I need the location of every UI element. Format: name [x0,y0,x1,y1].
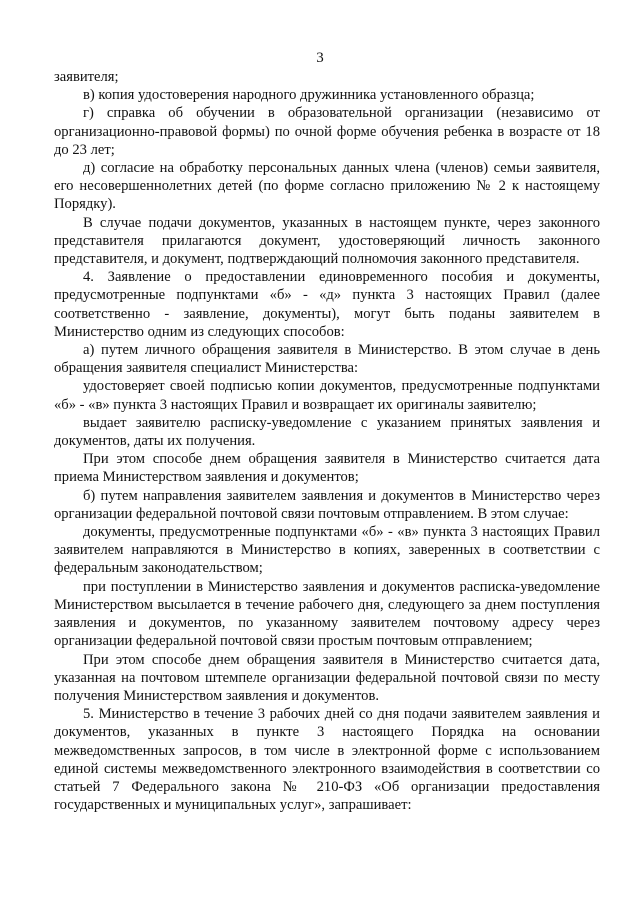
paragraph-method-a: а) путем личного обращения заявителя в Министерство. В этом случае в день обращения заявителя специалист Министерства: [54,342,600,377]
paragraph-receipt-by-mail: при поступлении в Министерство заявления и документов расписка-уведомление Министерством высылается в течение рабочего дня, следующего за днем поступления заявления и документов, по указанному заявителем почтовому адресу через организации федеральной почтовой связи простым почтовым отправлением; [54,578,600,650]
page-number: 3 [316,50,324,66]
paragraph-legal-representative: В случае подачи документов, указанных в настоящем пункте, через законного представителя прилагаются документ, удостоверяющий личность законного представителя, и документ, подтверждающий полномочия законного представителя. [54,214,600,268]
paragraph-clause-5: 5. Министерство в течение 3 рабочих дней со дня подачи заявителем заявления и документов, указанных в пункте 3 настоящего Порядка на основании межведомственных запросов, в том числе в электронной форме с использованием единой системы межведомственного электронного взаимодействия в соответствии со статьей 7 Федерального закона № 210-ФЗ «Об организации предоставления государственных и муниципальных услуг», запрашивает: [54,706,600,814]
paragraph-clause-4: 4. Заявление о предоставлении единовременного пособия и документы, предусмотренные подпунктами «б» - «д» пункта 3 настоящих Правил (далее соответственно - заявление, документы), могут быть поданы заявителем в Министерство одним из следующих способов: [54,269,600,340]
paragraph-continuation: заявителя; [54,69,119,85]
paragraph-date-personal: При этом способе днем обращения заявителя в Министерство считается дата приема Министерством заявления и документов; [54,451,600,486]
paragraph-certifies-copies: удостоверяет своей подписью копии документов, предусмотренные подпунктами «б» - «в» пункта 3 настоящих Правил и возвращает их оригиналы заявителю; [54,378,600,413]
paragraph-item-g: г) справка об обучении в образовательной организации (независимо от организационно-правовой формы) по очной форме обучения ребенка в возрасте от 18 до 23 лет; [54,105,600,158]
paragraph-item-v: в) копия удостоверения народного дружинника установленного образца; [83,87,535,104]
paragraph-item-d: д) согласие на обработку персональных данных члена (членов) семьи заявителя, его несовершеннолетних детей (по форме согласно приложению № 2 к настоящему Порядку). [54,160,600,213]
paragraph-date-postal: При этом способе днем обращения заявителя в Министерство считается дата, указанная на почтовом штемпеле организации федеральной почтовой связи по месту получения Министерством заявления и документов. [54,651,600,704]
paragraph-issues-receipt: выдает заявителю расписку-уведомление с указанием принятых заявления и документов, даты их получения. [54,414,600,450]
paragraph-method-b: б) путем направления заявителем заявления и документов в Министерство через организации федеральной почтовой связи почтовым отправлением. В этом случае: [54,487,600,522]
document-body [54,68,600,814]
paragraph-certified-copies: документы, предусмотренные подпунктами «б» - «в» пункта 3 настоящих Правил заявителем направляются в Министерство в копиях, заверенных в соответствии с федеральным законодательством; [54,524,600,577]
